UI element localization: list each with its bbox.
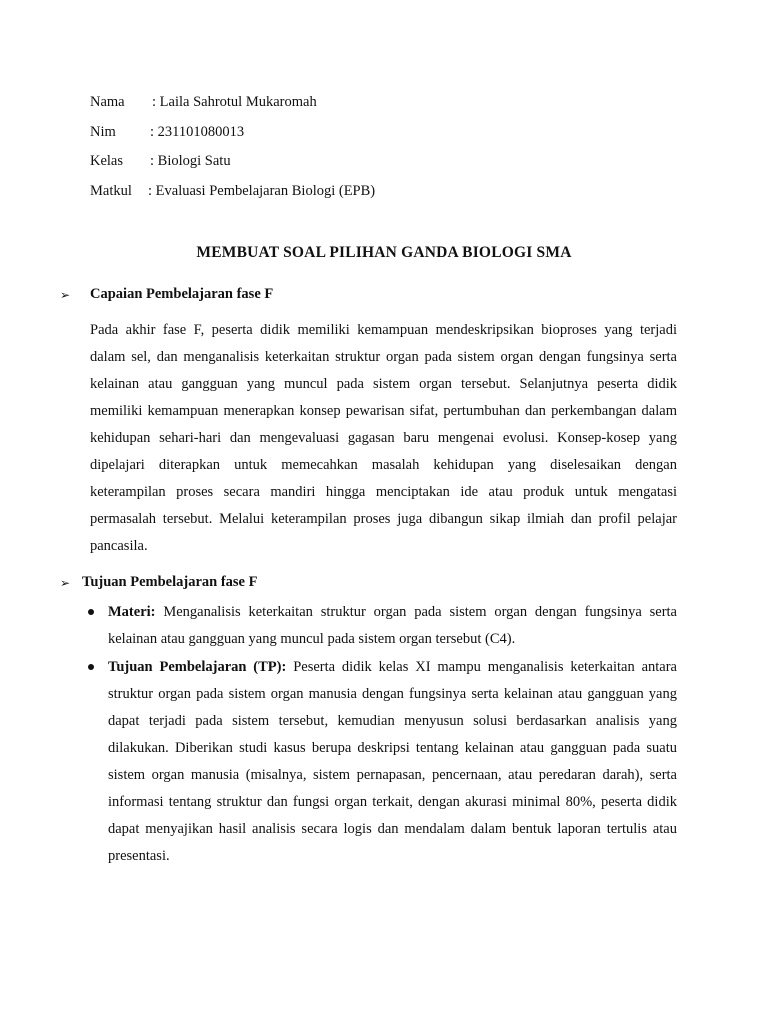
identity-row-nim (90, 121, 690, 151)
section-heading-tujuan-text: Tujuan Pembelajaran fase F (82, 574, 258, 590)
bullet-line: dapat terjadi pada sistem tersebut, kemudian menyusun solusi berdasarkan analisis yang (108, 713, 677, 729)
materi-text: Menganalisis keterkaitan struktur organ pada sistem organ dengan fungsinya serta (155, 604, 677, 620)
bullet-item-tujuan-pembelajaran (108, 654, 677, 870)
paragraph-line: dipelajari diterapkan untuk memecahkan masalah kehidupan yang diselesaikan dengan (90, 457, 677, 473)
kelas-label: Kelas (90, 153, 124, 169)
bullet-line: kelainan atau gangguan yang muncul pada sistem organ tersebut (C4). (108, 631, 516, 647)
bullet-line: sistem organ manusia (misalnya, sistem pernapasan, pencernaan, atau peredaran darah), serta (108, 767, 677, 783)
nama-label: Nama (90, 94, 125, 110)
nim-label: Nim (90, 123, 116, 140)
nim-value: : 231101080013 (150, 123, 245, 140)
paragraph-line: dalam sel, dan menganalisis keterkaitan struktur organ pada sistem organ dengan fungsinya serta (90, 349, 677, 365)
bullet-line: dapat menyajikan hasil analisis secara logis dan mendalam dalam bentuk laporan tertulis atau (108, 821, 677, 837)
paragraph-line: keterampilan proses secara mandiri hingga menciptakan ide atau produk untuk mengatasi (90, 484, 677, 500)
identity-block (90, 91, 690, 209)
arrow-bullet-icon: ➢ (60, 576, 71, 590)
bullet-line: presentasi. (108, 848, 170, 864)
matkul-label: Matkul (90, 182, 132, 199)
paragraph-line: memiliki kemampuan menerapkan konsep pewarisan sifat, pertumbuhan dan perkembangan dalam (90, 403, 677, 419)
bullet-dot-icon (88, 609, 94, 615)
document-title: MEMBUAT SOAL PILIHAN GANDA BIOLOGI SMA (196, 244, 572, 261)
paragraph-line: permasalah tersebut. Melalui keterampilan proses juga dibangun sikap ilmiah dan profil pelajar (90, 511, 677, 527)
tp-label: Tujuan Pembelajaran (TP): (108, 659, 287, 675)
identity-row-kelas (90, 150, 690, 180)
paragraph-line: kelainan atau gangguan yang muncul pada sistem organ tersebut. Selanjutnya peserta didik (90, 376, 677, 392)
bullet-line (108, 599, 677, 626)
paragraph-line: pancasila. (90, 538, 148, 554)
bullet-line: struktur organ pada sistem organ manusia dengan fungsinya serta kelainan atau gangguan yang (108, 686, 677, 702)
arrow-bullet-icon: ➢ (60, 288, 71, 302)
identity-row-matkul (90, 180, 690, 210)
materi-label: Materi: (108, 604, 156, 620)
section-heading-capaian-text: Capaian Pembelajaran fase F (90, 286, 274, 302)
bullet-item-materi (108, 599, 677, 653)
nama-value: : Laila Sahrotul Mukaromah (152, 94, 317, 110)
bullet-dot-icon (88, 664, 94, 670)
section-heading-tujuan (60, 574, 257, 591)
identity-row-nama (90, 91, 690, 121)
kelas-value: : Biologi Satu (150, 153, 231, 169)
paragraph-line: kehidupan sehari-hari dan mengevaluasi gagasan baru mengenai evolusi. Konsep-kosep yang (90, 430, 677, 446)
bullet-line: dilakukan. Diberikan studi kasus berupa deskripsi tentang kelainan atau gangguan pada suatu (108, 740, 677, 756)
matkul-value: : Evaluasi Pembelajaran Biologi (EPB) (148, 182, 376, 199)
tp-text: Peserta didik kelas XI mampu menganalisis keterkaitan antara (286, 659, 677, 675)
paragraph-line: Pada akhir fase F, peserta didik memiliki kemampuan mendeskripsikan bioproses yang terjadi (90, 322, 677, 338)
capaian-paragraph (90, 317, 677, 560)
bullet-line: informasi tentang struktur dan fungsi organ terkait, dengan akurasi minimal 80%, peserta didik (108, 794, 677, 810)
section-heading-capaian (60, 286, 273, 303)
bullet-line (108, 654, 677, 681)
